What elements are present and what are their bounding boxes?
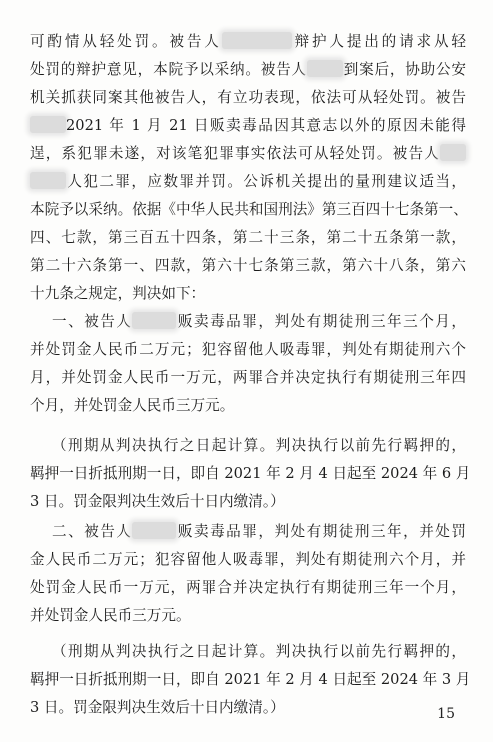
text-line: 处罚金人民币一万元，两罪合并决定执行有期徒刑三年一个月， (30, 579, 466, 596)
redaction-mark (132, 312, 176, 329)
text-line: 金人民币二万元；犯容留他人吸毒罪，判处有期徒刑六个月，并 (30, 551, 466, 568)
text-line: 第二十六条第一、四款，第六十七条第三款，第六十八条，第六 (30, 257, 466, 274)
text-line: 并处罚金人民币三万元。 (30, 607, 191, 624)
redaction-mark (30, 116, 66, 133)
verdict-item-2-heading: 二、被告人 贩卖毒品罪，判处有期徒刑三年，并处罚 (52, 523, 466, 540)
text-line: 处罚的辩护意见，本院予以采纳。被告人 到案后，协助公安 (30, 61, 466, 78)
text-line: 3 日。罚金限判决生效后十日内缴清。） (30, 493, 285, 510)
text-line: 十九条之规定，判决如下： (30, 285, 206, 302)
text-line: 机关抓获同案其他被告人，有立功表现，依法可从轻处罚。被告 (30, 89, 466, 106)
text-line: 2021 年 1 月 21 日贩卖毒品因其意志以外的原因未能得 (30, 114, 466, 138)
text-line: 3 日。罚金限判决生效后十日内缴清。） (30, 699, 285, 716)
text-line: 逞，系犯罪未遂，对该笔犯罪事实依法可从轻处罚。被告人 (30, 142, 466, 166)
redaction-mark (222, 32, 292, 49)
text-line: 羁押一日折抵刑期一日，即自 2021 年 2 月 4 日起至 2024 年 6 月 (30, 465, 471, 482)
text-line: 并处罚金人民币二万元；犯容留他人吸毒罪，判处有期徒刑六个 (30, 341, 466, 358)
redaction-mark (307, 60, 343, 77)
text-line: 个月，并处罚金人民币三万元。 (30, 397, 235, 414)
text-line: 可酌情从轻处罚。被告人 辩护人提出的请求从轻 (30, 33, 466, 50)
text-line: 四、七款，第三百五十四条，第二十三条，第二十五条第一款， (30, 229, 466, 246)
redaction-mark (440, 144, 466, 161)
text-line: 本院予以采纳。依据《中华人民共和国刑法》第三百四十七条第一、 (30, 201, 468, 218)
sentence-note-1: （刑期从判决执行之日起计算。判决执行以前先行羁押的， (52, 437, 466, 454)
text-line: 羁押一日折抵刑期一日，即自 2021 年 2 月 4 日起至 2024 年 3 月 (30, 671, 471, 688)
page-number: 15 (437, 706, 455, 722)
verdict-item-1-heading: 一、被告人 贩卖毒品罪，判处有期徒刑三年三个月， (52, 313, 466, 330)
text-line: 月，并处罚金人民币一万元，两罪合并决定执行有期徒刑三年四 (30, 369, 466, 386)
redaction-mark (132, 522, 176, 539)
text-line: 人犯二罪，应数罪并罚。公诉机关提出的量刑建议适当， (30, 170, 466, 194)
sentence-note-2: （刑期从判决执行之日起计算。判决执行以前先行羁押的， (52, 643, 466, 660)
redaction-mark (30, 172, 66, 189)
